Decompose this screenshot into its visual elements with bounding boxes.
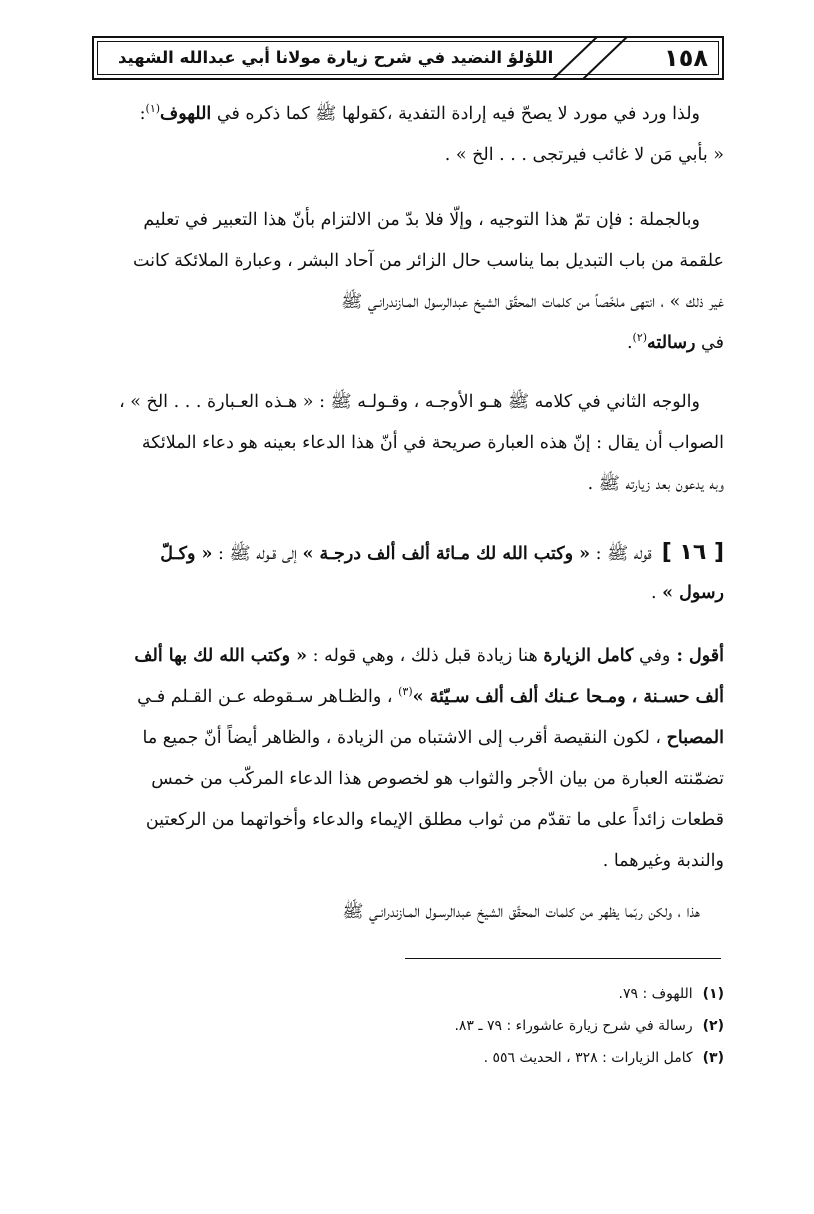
footnotes [300, 978, 724, 1074]
section-number: [ ١٦ ] [661, 540, 724, 565]
text-line: علقمة من باب التبديل بما يناسب حال الزائر من آحاد البشر ، وعبارة الملائكة كانت [132, 251, 724, 271]
footnote-ref-3: (٣) [398, 685, 413, 699]
text-line: قطعات زائداً على ما تقدّم من ثواب مطلق الإيماء والدعاء وأخواتهما من الركعتين [145, 810, 724, 830]
quoted-phrase: « وكتب الله لك مـائة ألف ألف درجـة » [302, 544, 591, 564]
text-line: في رسالته$^{(٢)}$. [626, 331, 724, 353]
text-line: وبالجملة : فإن تمّ هذا التوجيه ، وإلّا فلا بدّ من الالتزام بأنّ هذا التعبير في تعليم [143, 210, 700, 230]
paragraph-3 [92, 382, 724, 505]
footnote-3: (٣)كامل الزيارات : ٣٢٨ ، الحديث ٥٥٦ . [483, 1050, 724, 1066]
text-line-quote: « بأبي مَن لا غائب فيرتجى . . . الخ » . [444, 145, 724, 165]
footnote-ref-1: (١) [145, 102, 161, 116]
paragraph-2 [92, 200, 724, 364]
paragraph-5 [92, 636, 724, 882]
text-line: رسول » . [650, 583, 724, 603]
text-line: الصواب أن يقال : إنّ هذه العبارة صريحة في أنّ هذا الدعاء بعينه هو دعاء الملائكة [141, 433, 724, 453]
text-line: غير ذلك » ، انتهى ملخّصاً من كلمات المحقّق الشيخ عبدالرسول المـازندرانـي ﷺ [341, 292, 724, 312]
paragraph-6 [92, 892, 724, 933]
footnote-ref-2: (٢) [632, 331, 648, 345]
text-line: وبه يدعون بعد زيارته ﷺ . [587, 474, 724, 494]
running-header [92, 36, 724, 80]
quoted-phrase: « وكتب الله لك بها ألف [134, 646, 308, 666]
footnote-1: (١)اللهوف : ٧٩. [618, 986, 724, 1002]
treatise-label: رسالته [647, 333, 696, 353]
text-line: أقول : وفي كامل الزيارة هنا زيادة قبل ذلك ، وهي قوله : « وكتب الله لك بها ألف [134, 646, 724, 666]
text-line: هذا ، ولكن ربّما يظهر من كلمات المحقّق الشيخ عبدالرسـول المـازندرانـي ﷺ [342, 902, 700, 922]
book-title-misbah: المصباح [666, 728, 724, 748]
text-line: تضمّنته العبارة من بيان الأجر والثواب هو لخصوص هذا الدعاء المركّب من خمس [151, 769, 724, 789]
quoted-phrase: رسول » [662, 583, 724, 603]
text-line: المصباح ، لكون النقيصة أقرب إلى الاشتباه من الزيادة ، والظاهر أيضاً أنّ جميع ما [142, 728, 724, 748]
footnote-separator [405, 958, 721, 959]
section-16 [92, 532, 724, 614]
quoted-phrase: « وكـلّ [160, 544, 213, 564]
book-title-kamil: كامل الزيارة [543, 646, 634, 666]
book-title-luhuf: اللهوف [160, 104, 212, 124]
text-line: والوجه الثاني في كلامه ﷺ هـو الأوجـه ، وقـولـه ﷺ : « هـذه العـبارة . . . الخ » ، [119, 392, 700, 412]
footnote-2: (٢)رسالة في شرح زيارة عاشوراء : ٧٩ ـ ٨٣. [454, 1018, 724, 1034]
paragraph-1 [92, 94, 724, 176]
text-line: ألف حسـنة ، ومـحا عـنك ألف ألف سـيّئة »$^{(٣)}$ ، والظـاهر سـقوطه عـن القـلم فـي [137, 685, 724, 707]
text-line: والندبة وغيرهما . [602, 851, 724, 871]
text-line: ولذا ورد في مورد لا يصحّ فيه إرادة التفدية ،كقولها ﷺ كما ذكره في اللهوف$^{(١)}$: [139, 102, 700, 124]
running-title: اللؤلؤ النضيد في شرح زيارة مولانا أبي عبدالله الشهيد [118, 48, 554, 67]
aqulu-label: أقول : [670, 646, 724, 666]
quoted-phrase: ألف حسـنة ، ومـحا عـنك ألف ألف سـيّئة » [412, 687, 724, 707]
page-number: ١٥٨ [664, 44, 708, 72]
section-heading-line: [ ١٦ ]قوله ﷺ : « وكتب الله لك مـائة ألف ألف درجـة » إلى قـوله ﷺ : « وكـلّ [160, 540, 724, 565]
